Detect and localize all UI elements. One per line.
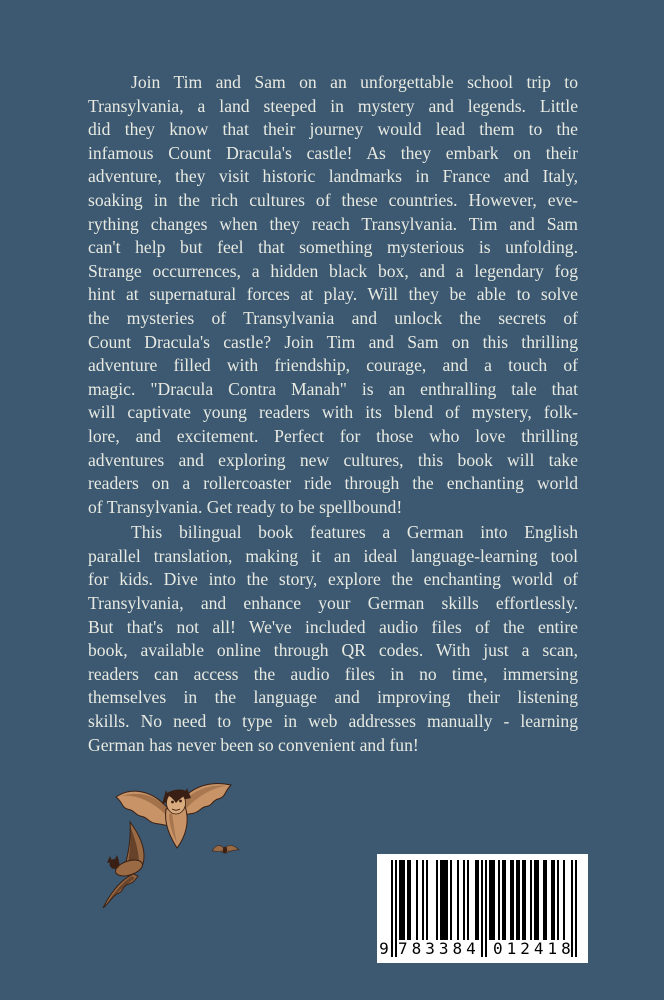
blurb-text [88, 71, 578, 759]
text-line: themselves in the language and improving their listening [88, 687, 578, 708]
text-line: Count Dracula's castle? Join Tim and Sam on this thrilling [88, 331, 578, 352]
text-line: Join Tim and Sam on an unforgettable school trip to [131, 72, 578, 92]
text-line: skills. No need to type in web addresses manually - learning [88, 711, 578, 732]
text-line: infamous Count Dracula's castle! As they embark on their [88, 142, 578, 163]
text-line: adventure filled with friendship, courage, and a touch of [88, 355, 578, 376]
text-line: Transylvania, and enhance your German skills effortlessly. [88, 593, 578, 614]
isbn-barcode [377, 854, 588, 963]
barcode-digit-prefix: 9 [379, 939, 389, 958]
text-line: magic. "Dracula Contra Manah" is an enthralling tale that [88, 378, 578, 399]
text-line: of Transylvania. Get ready to be spellbound! [88, 496, 403, 517]
text-line: hint at supernatural forces at play. Will they be able to solve [88, 284, 578, 305]
bilingual-info-paragraph [88, 521, 578, 757]
bat-small-icon [211, 842, 240, 859]
bat-medium-icon [99, 820, 163, 914]
bat-large-dracula-icon [114, 781, 234, 851]
text-line: for kids. Dive into the story, explore the enchanting world of [88, 569, 578, 590]
text-line: did they know that their journey would lead them to the [88, 119, 578, 140]
barcode-digits [377, 939, 588, 961]
text-line: readers can access the audio files in no time, immersing [88, 663, 578, 684]
synopsis-paragraph [88, 71, 578, 519]
text-line: Strange occurrences, a hidden black box, and a legendary fog [88, 260, 578, 281]
text-line: This bilingual book features a German into English [131, 522, 578, 543]
text-line: But that's not all! We've included audio files of the entire [88, 616, 578, 637]
text-line: rything changes when they reach Transylvania. Tim and Sam [88, 213, 578, 234]
text-line: Transylvania, a land steeped in mystery and legends. Little [88, 95, 578, 116]
text-line: readers on a rollercoaster ride through the enchanting world [88, 473, 578, 494]
text-line: lore, and excitement. Perfect for those who love thrilling [88, 425, 578, 446]
text-line: can't help but feel that something mysterious is unfolding. [88, 237, 578, 258]
text-line: soaking in the rich cultures of these countries. However, eve- [88, 189, 578, 210]
text-line: parallel translation, making it an ideal language-learning tool [88, 545, 578, 566]
text-line: adventure, they visit historic landmarks in France and Italy, [88, 166, 578, 187]
text-line: book, available online through QR codes. With just a scan, [88, 640, 578, 661]
text-line: will captivate young readers with its blend of mystery, folk- [88, 402, 578, 423]
text-line: adventures and exploring new cultures, this book will take [88, 449, 578, 470]
barcode-digits-group1: 783384 [398, 939, 480, 958]
barcode-digits-group2: 012418 [493, 939, 575, 958]
text-line: German has never been so convenient and fun! [88, 734, 419, 755]
text-line: the mysteries of Transylvania and unlock the secrets of [88, 307, 578, 328]
